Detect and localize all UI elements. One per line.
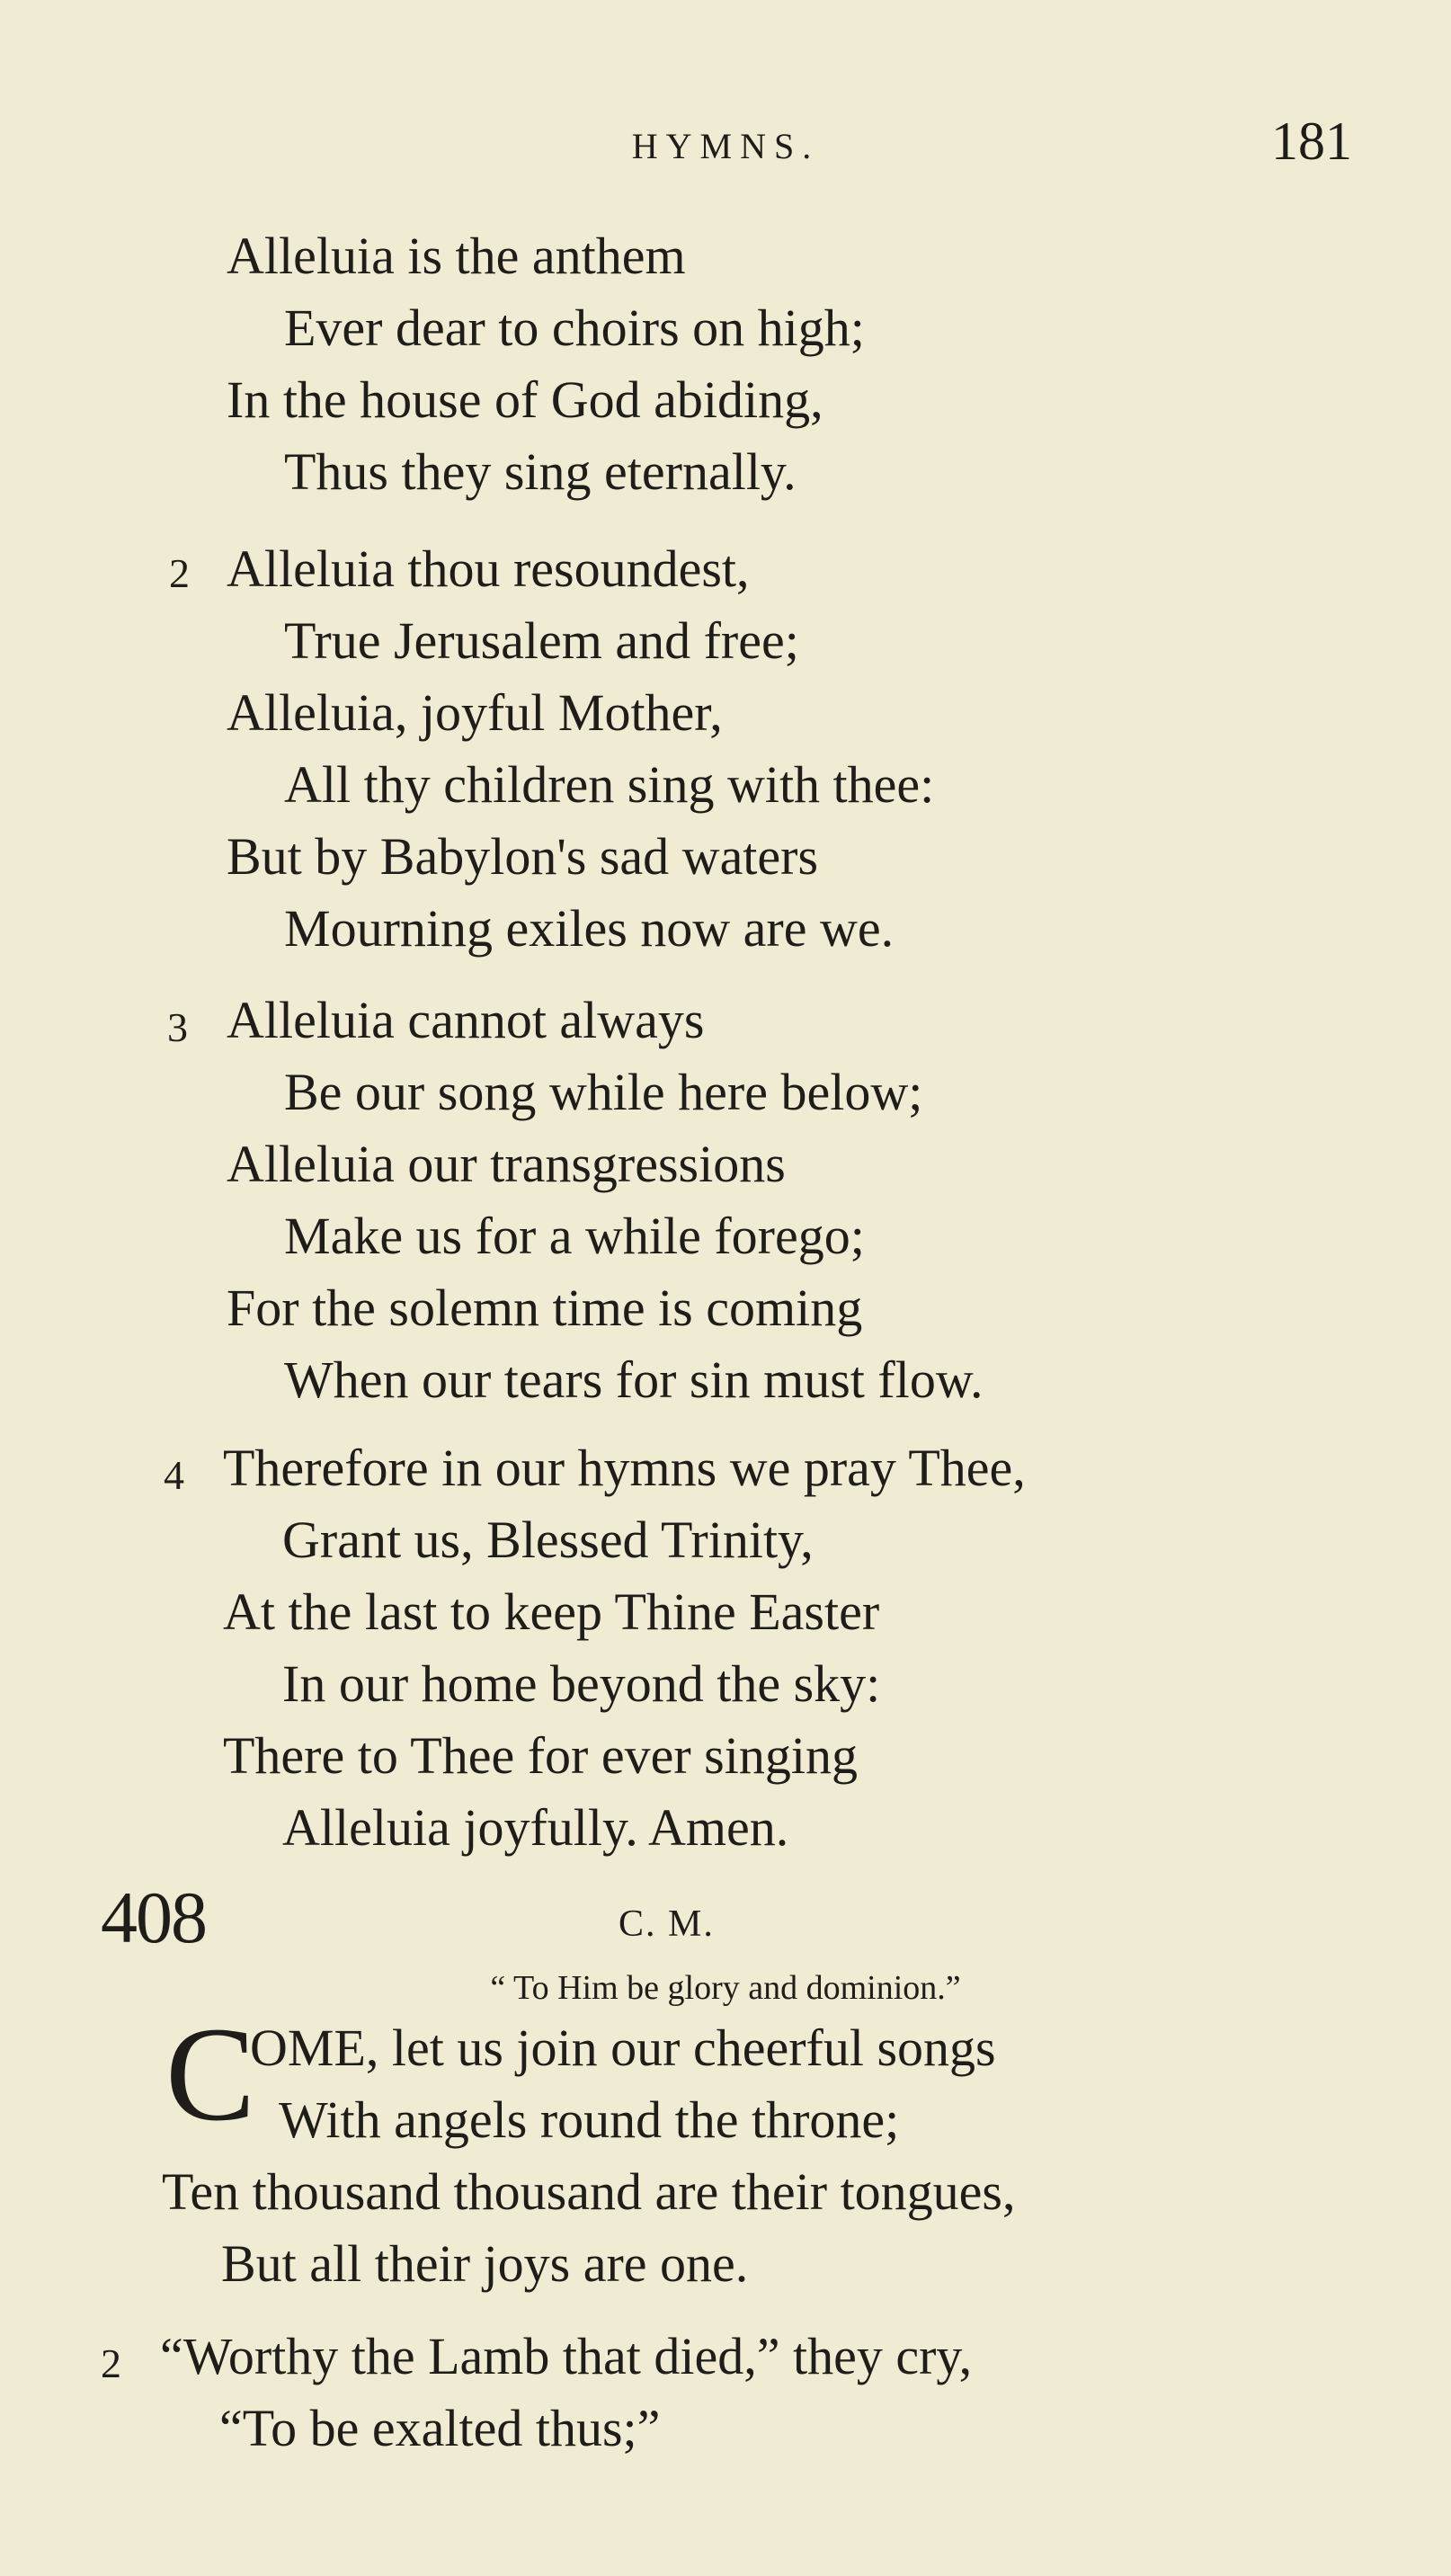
verse-line: True Jerusalem and free; (284, 611, 799, 670)
stanza-number: 3 (167, 1004, 188, 1050)
verse-line: Mourning exiles now are we. (284, 899, 895, 958)
verse-line: Thus they sing eternally. (284, 442, 797, 501)
verse-line: Alleluia cannot always (227, 991, 705, 1049)
verse-line: For the solemn time is coming (227, 1279, 863, 1337)
verse-line: Make us for a while forego; (284, 1207, 865, 1265)
verse-line: Alleluia joyfully. Amen. (282, 1798, 789, 1857)
verse-line: When our tears for sin must flow. (284, 1350, 984, 1409)
verse-line: Ten thousand thousand are their tongues, (162, 2162, 1016, 2221)
verse-line: Therefore in our hymns we pray Thee, (223, 1439, 1026, 1497)
verse-line: Ever dear to choirs on high; (284, 299, 865, 357)
verse-line: Alleluia thou resoundest, (227, 539, 750, 598)
verse-line: In the house of God abiding, (227, 370, 823, 429)
verse-line: In our home beyond the sky: (282, 1654, 881, 1713)
verse-line: “To be exalted thus;” (219, 2399, 661, 2457)
verse-line: Alleluia our transgressions (227, 1135, 786, 1193)
verse-line: “Worthy the Lamb that died,” they cry, (160, 2327, 973, 2385)
meter: C. M. (619, 1903, 715, 1945)
verse-line: But all their joys are one. (221, 2234, 749, 2293)
verse-line: Alleluia, joyful Mother, (227, 683, 723, 742)
verse-line: Grant us, Blessed Trinity, (282, 1511, 814, 1569)
running-title: HYMNS. (631, 126, 820, 166)
verse-line: Be our song while here below; (284, 1063, 923, 1121)
verse-line: Alleluia is the anthem (227, 227, 686, 285)
page-number: 181 (1271, 111, 1352, 171)
stanza-number: 2 (169, 550, 190, 596)
drop-cap: C (165, 2000, 256, 2149)
verse-line: At the last to keep Thine Easter (223, 1582, 880, 1641)
verse-line: There to Thee for ever singing (223, 1726, 858, 1785)
stanza-number: 2 (101, 2340, 121, 2386)
verse-line: OME, let us join our cheerful songs (250, 2019, 996, 2077)
verse-line: But by Babylon's sad waters (227, 827, 819, 886)
stanza-number: 4 (164, 1452, 184, 1498)
verse-line: All thy children sing with thee: (284, 755, 935, 814)
epigraph: “ To Him be glory and dominion.” (490, 1969, 961, 2007)
verse-line: With angels round the throne; (279, 2090, 900, 2149)
hymn-number: 408 (101, 1876, 206, 1958)
